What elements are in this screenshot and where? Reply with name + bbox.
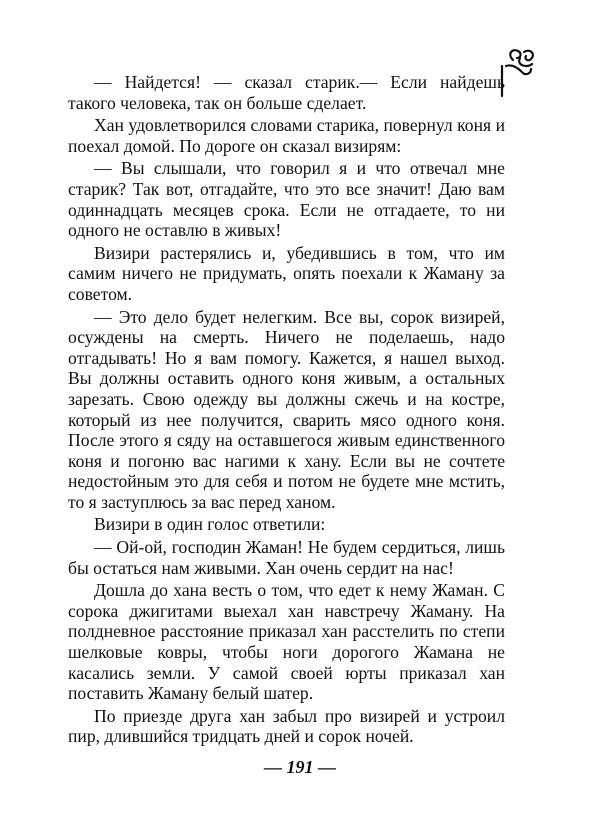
paragraph-7: — Ой-ой, господин Жаман! Не будем сердиться, лишь бы остаться нам живыми. Хан очень сердит на нас! bbox=[68, 537, 505, 578]
paragraph-5: — Это дело будет нелегким. Все вы, сорок визирей, осуждены на смерть. Ничего не поделаешь, надо отгадывать! Но я вам помогу. Кажется, я нашел выход. Вы должны оставить одного коня живым, а остальных зарезать. Свою одежду вы должны сжечь и на костре, который из нее получится, сварить мясо одного коня. После этого я сяду на оставшегося живым единственного коня и погоню вас нагими к хану. Если вы не сочтете недостойным это для себя и потом не будете мне мстить, то я заступлюсь за вас перед ханом. bbox=[68, 306, 505, 512]
page-number: — 191 — bbox=[264, 757, 336, 777]
paragraph-3: — Вы слышали, что говорил я и что отвечал мне старик? Так вот, отгадайте, что это все значит! Даю вам одиннадцать месяцев срока. Если не отгадаете, то ни одного не оставлю в живых! bbox=[68, 158, 505, 241]
paragraph-6: Визири в один голос ответили: bbox=[94, 514, 326, 535]
paragraph-1: — Найдется! — сказал старик.— Если найдешь такого человека, так он больше сделает. bbox=[68, 72, 505, 113]
paragraph-4: Визири растерялись и, убедившись в том, что им самим ничего не придумать, опять поехали к Жаману за советом. bbox=[68, 242, 505, 304]
body-text bbox=[68, 72, 505, 747]
paragraph-9: По приезде друга хан забыл про визирей и устроил пир, длившийся тридцать дней и сорок ночей. bbox=[68, 705, 505, 747]
paragraph-8: Дошла до хана весть о том, что едет к нему Жаман. С сорока джигитами выехал хан навстречу Жаману. На полдневное расстояние приказал хан расстелить по степи шелковые ковры, чтобы ноги дорогого Жамана не касались земли. У самой своей юрты приказал хан поставить Жаману белый шатер. bbox=[68, 580, 505, 704]
paragraph-2: Хан удовлетворился словами старика, повернул коня и поехал домой. По дороге он сказал визирям: bbox=[68, 115, 505, 156]
